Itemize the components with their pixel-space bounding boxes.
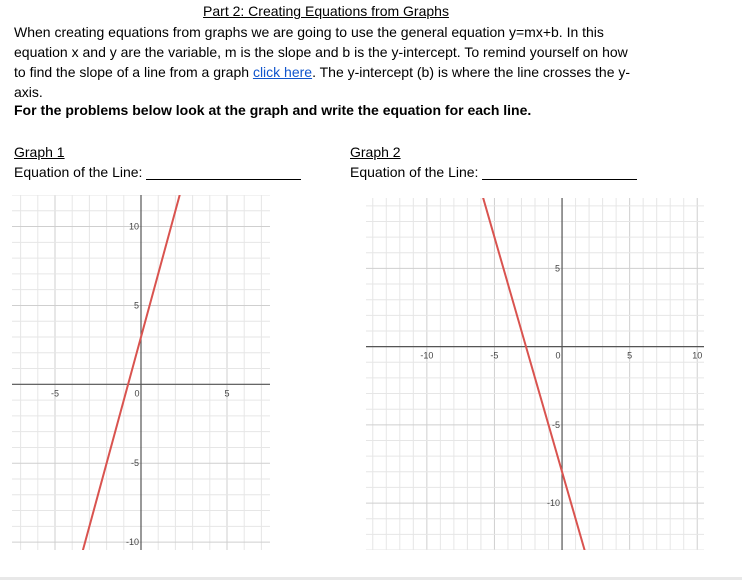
- graph1-y-tick-label: 10: [128, 221, 139, 232]
- graph2-x-tick-label: -10: [420, 350, 434, 361]
- graph2-y-tick-label: 5: [555, 263, 561, 274]
- graph1-answer-blank[interactable]: [146, 165, 301, 180]
- graph2-answer-blank[interactable]: [482, 165, 637, 180]
- graph1-y-tick-label: 5: [133, 300, 139, 311]
- graph2-x-tick-label: 10: [692, 350, 703, 361]
- graph2-y-tick-label: -10: [547, 498, 561, 509]
- graph2-plot: [366, 198, 704, 550]
- graph2-equation-prompt: [350, 164, 637, 180]
- graph2-x-tick-label: 0: [555, 350, 561, 361]
- graph1-x-tick-label: 5: [224, 388, 230, 399]
- graph1-label: Graph 1: [14, 144, 65, 160]
- intro-paragraph: [14, 22, 634, 102]
- graph1-x-tick-label: -5: [50, 388, 60, 399]
- instruction: For the problems below look at the graph and write the equation for each line.: [14, 102, 532, 118]
- graph2-x-tick-label: 5: [627, 350, 633, 361]
- graph1-equation-label: Equation of the Line:: [14, 164, 143, 180]
- graph2-x-tick-label: -5: [490, 350, 499, 361]
- graph1-equation-prompt: [14, 164, 301, 180]
- graph2-label: Graph 2: [350, 144, 401, 160]
- intro-text-2: . The y-intercept (b) is where the line crosses the y-axis.: [14, 64, 631, 100]
- intro-text-1: When creating equations from graphs we are going to use the general equation y=mx+b. In this equation x and y are the variable, m is the slope and b is the y-intercept. To remind yourself on how to find the slope of a line from a graph: [14, 24, 628, 80]
- graph2-y-tick-label: -5: [552, 419, 561, 430]
- graph1: [12, 195, 270, 550]
- graph1-y-tick-label: -10: [125, 537, 139, 548]
- graph2: [366, 198, 704, 550]
- page-title: Part 2: Creating Equations from Graphs: [203, 3, 449, 19]
- graph1-x-tick-label: 0: [134, 388, 140, 399]
- graph1-plot: [12, 195, 270, 550]
- graph1-y-tick-label: -5: [130, 458, 139, 469]
- graph2-equation-label: Equation of the Line:: [350, 164, 479, 180]
- slope-help-link[interactable]: click here: [252, 64, 313, 80]
